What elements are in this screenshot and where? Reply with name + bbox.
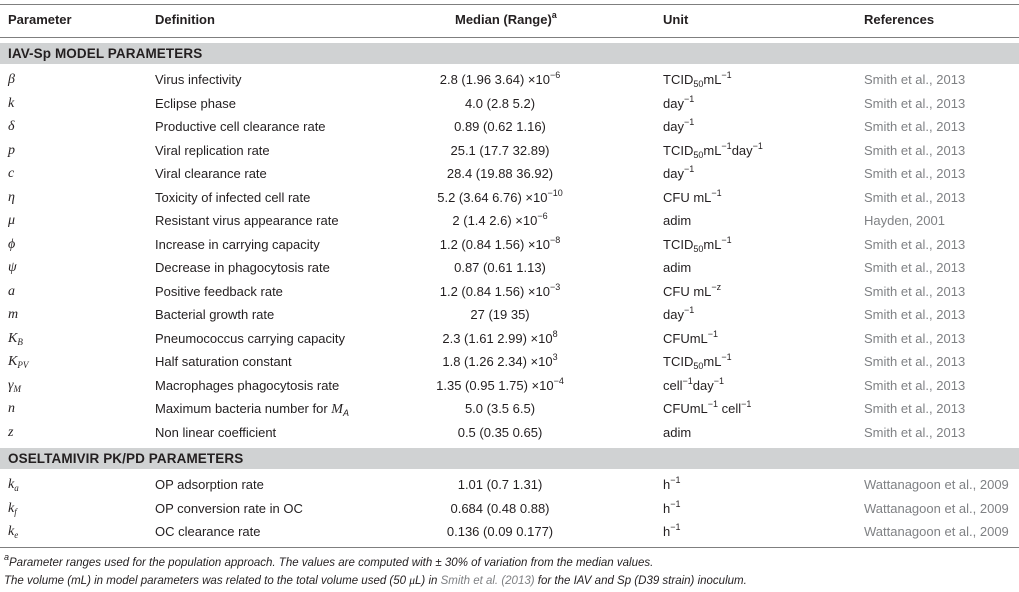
param-median-value bbox=[442, 354, 557, 370]
param-unit-sub: 50 bbox=[693, 79, 704, 89]
param-unit-sup: −z bbox=[711, 281, 722, 292]
param-symbol-text: n bbox=[8, 401, 15, 416]
param-definition-text: Positive feedback rate bbox=[155, 283, 283, 299]
param-definition bbox=[155, 401, 349, 418]
param-reference[interactable]: Smith et al., 2013 bbox=[864, 424, 966, 440]
param-median-text: 1.2 (0.84 1.56) ×10 bbox=[439, 283, 550, 299]
header-definition: Definition bbox=[155, 12, 215, 27]
param-reference[interactable]: Wattanagoon et al., 2009 bbox=[864, 524, 1009, 539]
param-unit-text2: mL bbox=[703, 354, 722, 369]
param-median-exp: 8 bbox=[552, 328, 558, 339]
param-definition bbox=[155, 166, 267, 182]
param-median-text: 1.8 (1.26 2.34) ×10 bbox=[442, 354, 553, 369]
param-unit bbox=[663, 166, 694, 182]
param-unit bbox=[663, 477, 681, 493]
param-unit-text: cell bbox=[663, 377, 683, 393]
param-symbol-text: p bbox=[8, 142, 15, 158]
header-rule bbox=[0, 37, 1019, 38]
param-median-value bbox=[437, 187, 563, 206]
footnote-marker: a bbox=[4, 552, 10, 562]
param-median-value bbox=[465, 96, 535, 112]
param-definition bbox=[155, 477, 264, 493]
param-unit-text: h bbox=[663, 500, 671, 516]
param-unit-text3: day bbox=[692, 377, 714, 393]
param-median-value bbox=[452, 213, 547, 229]
param-reference[interactable]: Smith et al., 2013 bbox=[864, 95, 966, 111]
param-definition bbox=[155, 190, 310, 206]
param-median-text: 0.5 (0.35 0.65) bbox=[457, 424, 543, 440]
param-median-exp: −10 bbox=[547, 187, 563, 198]
param-unit-text: day bbox=[663, 119, 684, 134]
param-unit-text: adim bbox=[663, 260, 692, 275]
param-symbol bbox=[8, 260, 17, 276]
param-symbol bbox=[8, 524, 18, 540]
param-definition bbox=[155, 425, 276, 441]
param-unit-sup: −1 bbox=[707, 328, 719, 339]
param-definition-var-sub: A bbox=[342, 408, 349, 418]
param-reference[interactable]: Smith et al., 2013 bbox=[864, 166, 966, 181]
param-symbol bbox=[8, 401, 15, 417]
param-median-exp: −6 bbox=[537, 211, 548, 221]
param-definition bbox=[155, 119, 326, 135]
param-median-value bbox=[439, 281, 561, 300]
header-median-text: Median (Range) bbox=[455, 12, 552, 27]
param-definition bbox=[155, 96, 236, 112]
param-median-exp: −6 bbox=[549, 70, 561, 80]
param-median-value bbox=[458, 425, 543, 441]
param-definition-text: OP adsorption rate bbox=[155, 477, 264, 492]
param-unit bbox=[663, 119, 694, 135]
footnote-volume-mu: μ bbox=[409, 575, 416, 587]
param-symbol bbox=[8, 354, 28, 370]
param-definition-text: Increase in carrying capacity bbox=[155, 236, 320, 252]
param-unit bbox=[663, 425, 691, 441]
param-reference[interactable]: Smith et al., 2013 bbox=[864, 283, 966, 299]
param-symbol bbox=[8, 425, 13, 441]
param-definition-text: Viral replication rate bbox=[155, 142, 270, 158]
param-unit-sub: 50 bbox=[693, 361, 704, 371]
param-reference[interactable]: Wattanagoon et al., 2009 bbox=[864, 477, 1009, 492]
param-reference[interactable]: Smith et al., 2013 bbox=[864, 401, 966, 416]
param-definition-text: Decrease in phagocytosis rate bbox=[155, 260, 330, 275]
param-median-value bbox=[439, 234, 561, 253]
param-unit-text: day bbox=[663, 95, 684, 111]
param-symbol-text: β bbox=[8, 72, 15, 87]
param-symbol bbox=[8, 213, 15, 229]
param-symbol-text: δ bbox=[8, 119, 15, 134]
param-symbol bbox=[8, 143, 15, 159]
param-definition-text: Pneumococcus carrying capacity bbox=[155, 330, 346, 346]
param-definition-var: M bbox=[331, 402, 343, 417]
param-symbol-text: k bbox=[8, 524, 15, 539]
param-unit-sup: −1 bbox=[721, 70, 732, 80]
param-definition bbox=[155, 524, 261, 540]
param-unit-text2: mL bbox=[703, 142, 722, 158]
param-definition bbox=[155, 378, 339, 394]
param-median-text: 25.1 (17.7 32.89) bbox=[450, 142, 550, 158]
param-unit-text: CFUmL bbox=[663, 330, 708, 346]
param-median-value bbox=[436, 375, 564, 394]
param-symbol-sub: B bbox=[17, 336, 23, 347]
header-median bbox=[455, 12, 557, 28]
param-median-value bbox=[450, 501, 549, 517]
param-unit-sup: −1 bbox=[670, 498, 681, 509]
param-definition bbox=[155, 237, 320, 253]
param-median-value bbox=[454, 119, 546, 135]
param-symbol bbox=[8, 307, 18, 323]
param-unit-text: CFU mL bbox=[663, 283, 712, 299]
param-unit-sup: −1 bbox=[683, 164, 695, 174]
param-definition-text: OP conversion rate in OC bbox=[155, 500, 303, 516]
param-unit bbox=[663, 260, 691, 276]
param-unit bbox=[663, 354, 732, 370]
param-reference[interactable]: Smith et al., 2013 bbox=[864, 377, 966, 393]
param-symbol-text: μ bbox=[8, 213, 16, 228]
param-symbol-text: ϕ bbox=[8, 236, 16, 252]
param-symbol bbox=[8, 96, 14, 112]
param-median-text: 4.0 (2.8 5.2) bbox=[464, 95, 536, 111]
param-definition bbox=[155, 354, 292, 370]
param-definition bbox=[155, 501, 303, 517]
param-median-text: 27 (19 35) bbox=[470, 307, 530, 322]
param-reference[interactable]: Smith et al., 2013 bbox=[864, 189, 966, 205]
param-unit-text: day bbox=[663, 166, 684, 181]
param-definition-text: Half saturation constant bbox=[155, 354, 292, 369]
param-definition-text: Productive cell clearance rate bbox=[155, 119, 326, 134]
param-definition-text: Toxicity of infected cell rate bbox=[155, 189, 311, 205]
param-symbol-text: m bbox=[8, 307, 19, 322]
section-header bbox=[0, 43, 1019, 64]
param-reference[interactable]: Smith et al., 2013 bbox=[864, 142, 966, 158]
header-parameter: Parameter bbox=[8, 12, 72, 27]
param-unit bbox=[663, 401, 751, 417]
header-unit: Unit bbox=[663, 12, 689, 27]
param-symbol bbox=[8, 378, 21, 394]
param-definition-text: Non linear coefficient bbox=[155, 424, 277, 440]
param-symbol bbox=[8, 477, 19, 493]
param-unit-text: CFUmL bbox=[663, 401, 708, 416]
param-reference[interactable]: Smith et al., 2013 bbox=[864, 72, 966, 87]
param-symbol-text: K bbox=[8, 330, 18, 346]
param-reference[interactable]: Smith et al., 2013 bbox=[864, 354, 966, 369]
param-median-text: 1.01 (0.7 1.31) bbox=[457, 477, 543, 492]
param-unit-text: TCID bbox=[663, 142, 694, 158]
param-median-value bbox=[454, 260, 546, 276]
param-symbol bbox=[8, 72, 15, 88]
param-unit-sup: −1 bbox=[670, 522, 681, 532]
param-definition bbox=[155, 72, 241, 88]
param-symbol-text: k bbox=[8, 477, 15, 492]
bottom-rule bbox=[0, 547, 1019, 548]
param-unit-text: day bbox=[663, 307, 684, 322]
footnote-volume-b: L) in bbox=[415, 575, 441, 587]
param-median-exp: 3 bbox=[552, 352, 558, 362]
param-median-value bbox=[470, 307, 529, 323]
param-unit-text2: mL bbox=[703, 236, 722, 252]
param-symbol-sub: PV bbox=[17, 360, 29, 370]
param-unit-text2: mL bbox=[703, 72, 722, 87]
param-median-text: 5.0 (3.5 6.5) bbox=[464, 401, 536, 416]
param-symbol bbox=[8, 166, 14, 182]
param-unit bbox=[663, 213, 691, 229]
param-symbol-text: c bbox=[8, 166, 15, 181]
param-unit-sup2: −1 bbox=[752, 140, 763, 151]
param-unit bbox=[663, 93, 695, 112]
param-definition bbox=[155, 143, 270, 159]
param-definition-text: Bacterial growth rate bbox=[155, 307, 275, 322]
param-unit-sup2: −1 bbox=[741, 399, 752, 409]
param-definition bbox=[155, 213, 339, 229]
top-rule bbox=[0, 4, 1019, 5]
param-unit-sub: 50 bbox=[693, 243, 704, 254]
param-median-value bbox=[450, 143, 549, 159]
param-unit-sup: −1 bbox=[707, 399, 719, 409]
param-definition bbox=[155, 331, 345, 347]
param-unit bbox=[663, 498, 681, 517]
param-unit-sup: −1 bbox=[683, 305, 695, 315]
param-unit bbox=[663, 187, 722, 206]
param-symbol-sub: M bbox=[13, 383, 22, 394]
param-symbol-sub: e bbox=[14, 530, 19, 540]
param-symbol bbox=[8, 119, 15, 135]
param-median-text: 2.3 (1.61 2.99) ×10 bbox=[442, 330, 553, 346]
param-unit bbox=[663, 524, 681, 540]
param-definition bbox=[155, 284, 283, 300]
param-unit-sup: −1 bbox=[721, 352, 732, 362]
param-symbol-text: γ bbox=[8, 377, 14, 393]
footnote-volume bbox=[4, 575, 747, 587]
param-definition-text: Resistant virus appearance rate bbox=[155, 213, 339, 228]
param-median-exp: −8 bbox=[549, 234, 561, 245]
param-reference[interactable]: Smith et al., 2013 bbox=[864, 330, 966, 346]
param-median-value bbox=[447, 166, 553, 182]
param-median-text: 0.136 (0.09 0.177) bbox=[446, 524, 554, 539]
param-unit-text: adim bbox=[663, 424, 692, 440]
param-reference[interactable]: Smith et al., 2013 bbox=[864, 307, 966, 322]
param-unit bbox=[663, 328, 719, 347]
section-header bbox=[0, 448, 1019, 469]
param-unit-text3: day bbox=[731, 142, 753, 158]
param-unit-sup: −1 bbox=[683, 117, 695, 127]
footnote-volume-c: for the IAV and Sp (D39 strain) inoculum. bbox=[534, 575, 747, 587]
param-reference[interactable]: Smith et al., 2013 bbox=[864, 119, 966, 134]
param-unit-text: TCID bbox=[663, 236, 694, 252]
param-unit-text: TCID bbox=[663, 354, 694, 369]
param-unit bbox=[663, 234, 732, 254]
section-title: IAV-Sp MODEL PARAMETERS bbox=[8, 46, 203, 61]
param-symbol bbox=[8, 331, 23, 347]
param-symbol-text: z bbox=[8, 424, 14, 440]
param-unit-sup: −1 bbox=[670, 475, 681, 485]
param-definition-text: OC clearance rate bbox=[155, 524, 261, 539]
param-unit-sup: −1 bbox=[683, 93, 695, 104]
param-definition-text: Eclipse phase bbox=[155, 95, 236, 111]
param-symbol-text: K bbox=[8, 354, 18, 369]
header-median-sup: a bbox=[551, 10, 557, 20]
param-unit-text: h bbox=[663, 524, 671, 539]
section-title: OSELTAMIVIR PK/PD PARAMETERS bbox=[8, 451, 244, 466]
param-median-value bbox=[442, 328, 558, 347]
footnote-volume-ref[interactable]: Smith et al. (2013) bbox=[440, 575, 535, 587]
param-definition-text: Macrophages phagocytosis rate bbox=[155, 377, 340, 393]
param-reference[interactable]: Smith et al., 2013 bbox=[864, 260, 966, 275]
param-symbol bbox=[8, 190, 15, 206]
param-symbol-text: k bbox=[8, 500, 15, 516]
param-symbol-text: k bbox=[8, 95, 15, 111]
param-unit bbox=[663, 307, 694, 323]
param-symbol-text: a bbox=[8, 283, 15, 299]
param-median-text: 1.35 (0.95 1.75) ×10 bbox=[436, 377, 554, 393]
param-definition bbox=[155, 307, 274, 323]
footnote-ranges bbox=[4, 552, 654, 569]
param-unit-sup: −1 bbox=[721, 140, 732, 151]
param-median-exp: −4 bbox=[553, 375, 564, 386]
param-unit-sup2: −1 bbox=[713, 375, 725, 386]
param-unit-text: h bbox=[663, 477, 671, 492]
param-median-text: 5.2 (3.64 6.76) ×10 bbox=[437, 189, 548, 205]
header-references: References bbox=[864, 12, 935, 27]
footnote-volume-a: The volume (mL) in model parameters was related to the total volume used (50 bbox=[4, 575, 410, 587]
param-symbol-text: η bbox=[8, 189, 15, 205]
param-unit bbox=[663, 281, 722, 300]
param-reference[interactable]: Wattanagoon et al., 2009 bbox=[864, 500, 1009, 516]
param-median-text: 2.8 (1.96 3.64) ×10 bbox=[439, 72, 550, 87]
param-reference[interactable]: Hayden, 2001 bbox=[864, 213, 945, 228]
param-unit bbox=[663, 375, 725, 394]
param-unit-text: CFU mL bbox=[663, 189, 712, 205]
param-definition-text: Maximum bacteria number for bbox=[155, 401, 332, 416]
footnote-ranges-text: Parameter ranges used for the population approach. The values are computed with ± 30% of variation from the median values. bbox=[9, 557, 654, 569]
param-median-text: 0.89 (0.62 1.16) bbox=[454, 119, 546, 134]
param-definition-text: Virus infectivity bbox=[155, 72, 242, 87]
param-unit-sub: 50 bbox=[693, 149, 704, 160]
param-median-exp: −3 bbox=[549, 281, 561, 292]
param-symbol-sub: f bbox=[14, 506, 17, 517]
param-median-text: 2 (1.4 2.6) ×10 bbox=[452, 213, 538, 228]
param-unit-sup: −1 bbox=[682, 375, 693, 386]
param-definition bbox=[155, 260, 330, 276]
param-unit-sup: −1 bbox=[711, 187, 722, 198]
param-definition-text: Viral clearance rate bbox=[155, 166, 267, 181]
param-unit-text3: cell bbox=[718, 401, 742, 416]
param-median-value bbox=[465, 401, 535, 417]
param-symbol bbox=[8, 284, 15, 300]
param-unit-sup: −1 bbox=[721, 234, 732, 245]
param-median-value bbox=[458, 477, 543, 493]
param-reference[interactable]: Smith et al., 2013 bbox=[864, 236, 966, 252]
param-symbol-text: ψ bbox=[8, 260, 17, 275]
param-median-text: 28.4 (19.88 36.92) bbox=[446, 166, 554, 181]
param-median-text: 0.684 (0.48 0.88) bbox=[450, 500, 550, 516]
param-symbol bbox=[8, 237, 15, 253]
param-median-text: 0.87 (0.61 1.13) bbox=[454, 260, 546, 275]
param-median-value bbox=[440, 72, 561, 88]
param-unit-text: TCID bbox=[663, 72, 694, 87]
param-median-value bbox=[447, 524, 553, 540]
param-unit bbox=[663, 140, 763, 160]
param-median-text: 1.2 (0.84 1.56) ×10 bbox=[439, 236, 550, 252]
param-symbol-sub: a bbox=[14, 483, 19, 493]
param-unit-text: adim bbox=[663, 213, 692, 228]
param-symbol bbox=[8, 501, 17, 517]
param-unit bbox=[663, 72, 732, 88]
